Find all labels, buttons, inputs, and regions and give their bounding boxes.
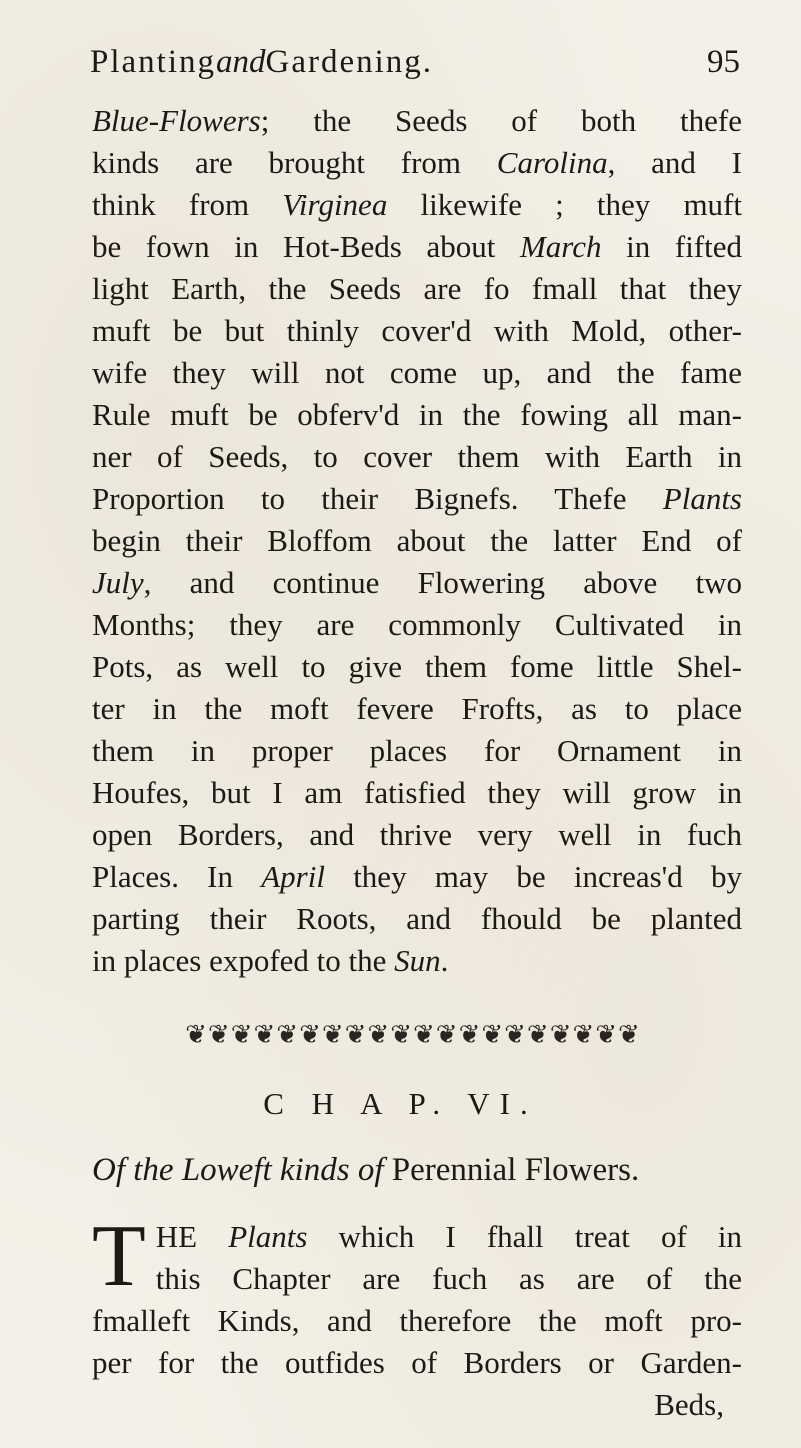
text-run: they may be increas'd by [324, 859, 742, 894]
text-run: think from [92, 187, 283, 222]
paragraph-blue-flowers [92, 100, 742, 982]
text-line: muft be but thinly cover'd with Mold, other- [92, 313, 742, 348]
running-head-title-start: Planting [90, 44, 217, 80]
text-run: in fifted [601, 229, 743, 264]
italic-term: Virginea [282, 187, 388, 222]
text-line: Pots, as well to give them fome little Shel- [92, 649, 742, 684]
text-line: this Chapter are fuch as are of the [155, 1261, 742, 1296]
text-line [92, 100, 742, 142]
text-run: , and continue Flowering above two [143, 565, 742, 600]
running-head-title [90, 44, 433, 81]
italic-term: March [519, 229, 602, 264]
text-run: be fown in Hot-Beds about [92, 229, 520, 264]
text-run: kinds are brought from [92, 145, 497, 180]
italic-term: Carolina [496, 145, 608, 180]
page-number: 95 [707, 44, 740, 80]
italic-term: July [92, 565, 144, 600]
text-line: them in proper places for Ornament in [92, 733, 742, 768]
text-run: Places. In [92, 859, 262, 894]
text-line: Houfes, but I am fatisfied they will grow in [92, 775, 742, 810]
text-run: HE [155, 1219, 229, 1254]
chapter-title [92, 1152, 742, 1189]
text-run: Proportion to their Bignefs. Thefe [92, 481, 663, 516]
text-line: open Borders, and thrive very well in fuch [92, 817, 742, 852]
text-line: light Earth, the Seeds are fo fmall that they [92, 271, 742, 306]
text-line: begin their Bloffom about the latter End of [92, 523, 742, 558]
italic-term: Sun [394, 943, 441, 978]
text-line: wife they will not come up, and the fame [92, 355, 742, 390]
chapter-title-roman: Perennial Flowers. [383, 1152, 640, 1188]
text-run: which I fhall treat of in [307, 1219, 742, 1254]
text-line [92, 184, 742, 226]
text-run: in places expofed to the [92, 943, 395, 978]
text-run: , and I [607, 145, 742, 180]
italic-term: Plants [228, 1219, 308, 1254]
text-line [92, 940, 742, 982]
text-line [92, 142, 742, 184]
printers-ornament-rule: ❦❦❦❦❦❦❦❦❦❦❦❦❦❦❦❦❦❦❦❦ [185, 1020, 641, 1049]
italic-term: Plants [662, 481, 742, 516]
text-line [92, 562, 742, 604]
text-line: per for the outfides of Borders or Garden- [92, 1345, 742, 1380]
text-line: Months; they are commonly Cultivated in [92, 607, 742, 642]
paragraph-chapter-opening [92, 1208, 742, 1426]
catchword: Beds, [654, 1387, 724, 1422]
text-line: Rule muft be obferv'd in the fowing all man- [92, 397, 742, 432]
text-line: fmalleft Kinds, and therefore the moft pro- [92, 1303, 742, 1338]
drop-cap: T [92, 1208, 146, 1305]
italic-term: Blue-Flowers [92, 103, 261, 138]
text-line: parting their Roots, and fhould be planted [92, 901, 742, 936]
text-line [92, 226, 742, 268]
text-line: ter in the moft fevere Frofts, as to place [92, 691, 742, 726]
text-run: . [440, 943, 449, 978]
chapter-number: C H A P. VI. [263, 1086, 538, 1121]
text-run: likewife ; they muft [387, 187, 742, 222]
text-line: ner of Seeds, to cover them with Earth in [92, 439, 742, 474]
text-line [92, 1216, 742, 1258]
running-head-title-and: and [216, 44, 266, 80]
text-line [92, 478, 742, 520]
running-head-title-end: Gardening. [265, 44, 434, 80]
running-head [90, 38, 740, 98]
text-run: ; the Seeds of both thefe [260, 103, 742, 138]
chapter-title-italic: Of the Loweft kinds of [92, 1152, 384, 1188]
text-line [92, 856, 742, 898]
italic-term: April [261, 859, 325, 894]
